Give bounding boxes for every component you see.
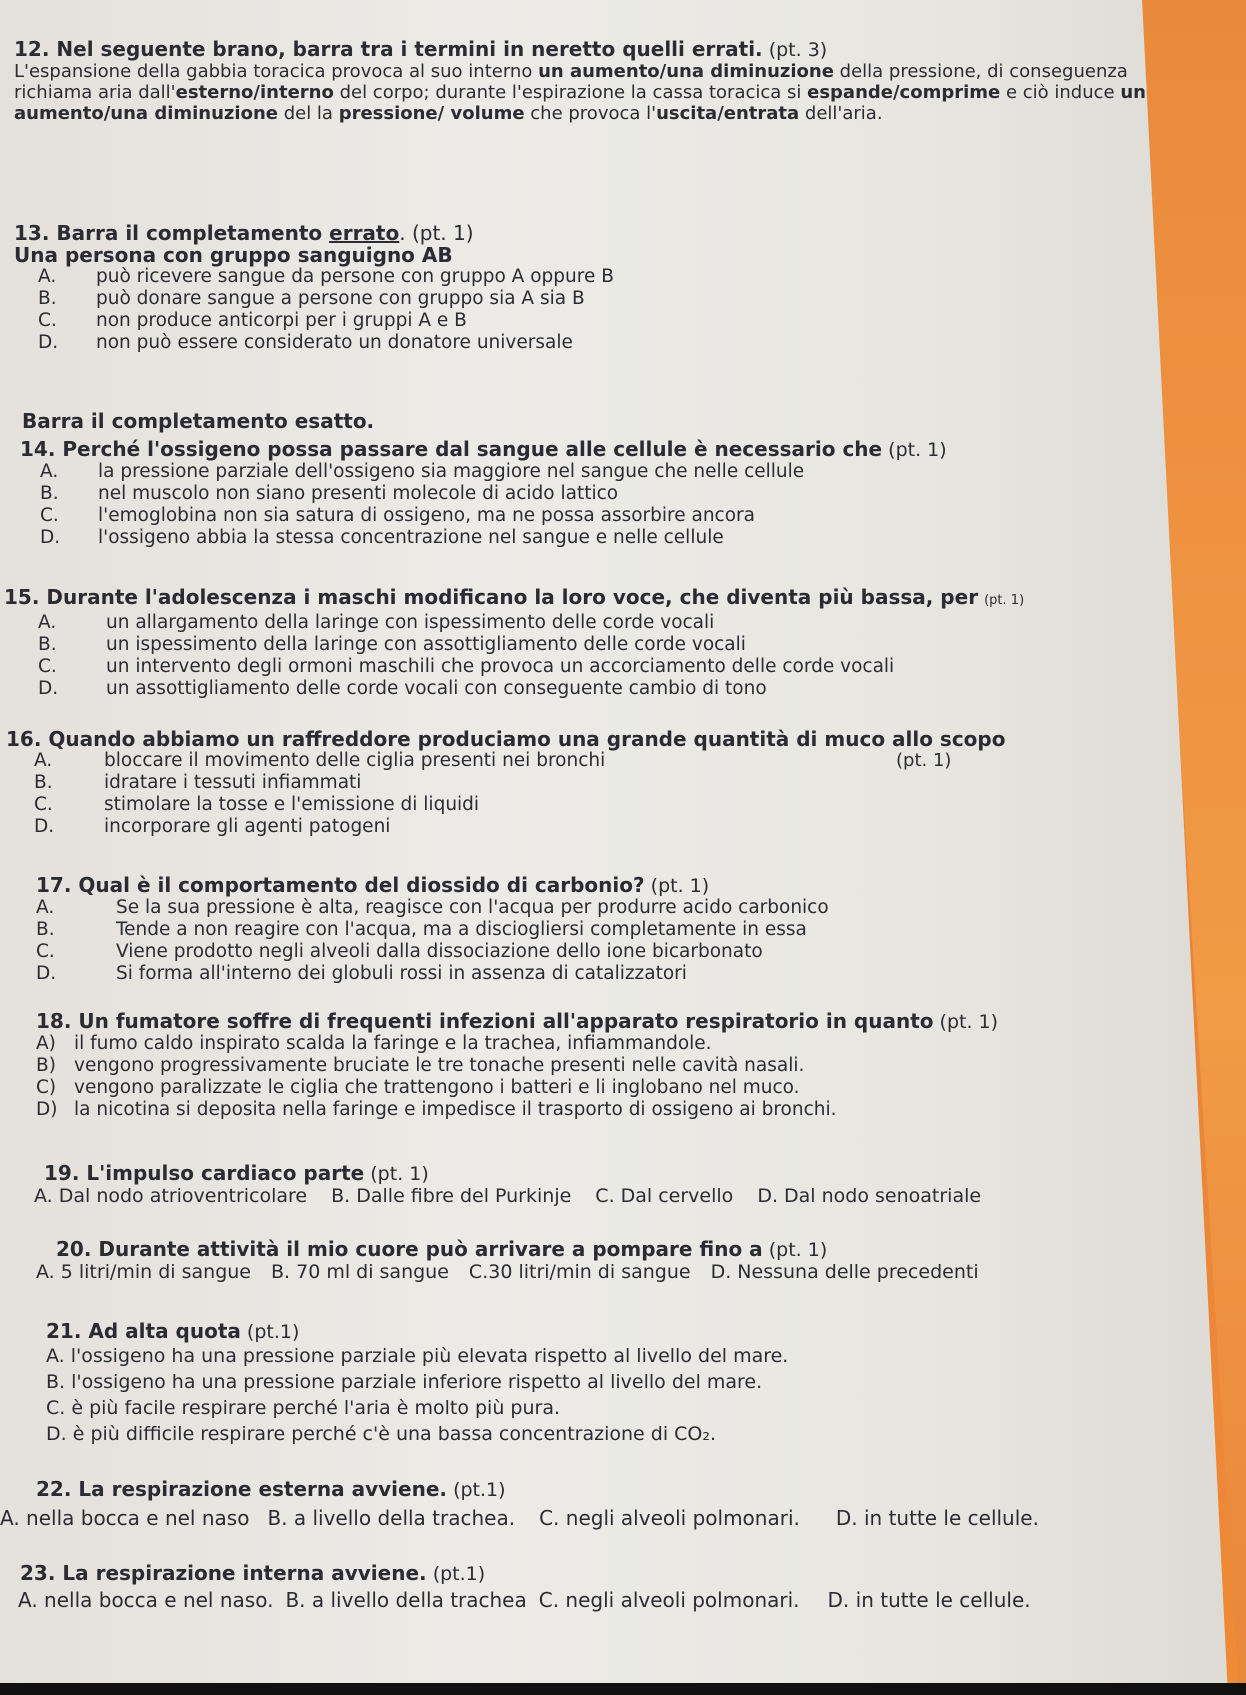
question-20	[36, 1237, 1198, 1283]
question-14-title: 14. Perché l'ossigeno possa passare dal sangue alle cellule è necessario che	[20, 437, 883, 461]
option-letter: C.	[34, 794, 53, 815]
question-12-points: (pt. 3)	[768, 39, 828, 61]
passage-text: dell'aria.	[799, 103, 883, 124]
option-a[interactable]	[36, 1033, 1198, 1055]
option-text: stimolare la tosse e l'emissione di liquidi	[104, 794, 480, 815]
option-c[interactable]: C. è più facile respirare perché l'aria è molto più pura.	[46, 1397, 561, 1419]
option-a[interactable]: A. 5 litri/min di sangue	[36, 1261, 251, 1283]
passage-text: della pressione, di conseguenza richiama aria dall'	[14, 61, 1128, 103]
question-13	[14, 222, 1198, 354]
option-letter: B)	[36, 1055, 56, 1076]
option-text: il fumo caldo inspirato scalda la faringe e la trachea, infiammandole.	[74, 1033, 712, 1054]
option-letter: C.	[40, 505, 59, 526]
passage-choice[interactable]: un aumento/una diminuzione	[14, 82, 1146, 124]
option-b[interactable]: B. Dalle fibre del Purkinje	[331, 1185, 572, 1207]
option-c[interactable]: C.30 litri/min di sangue	[468, 1261, 691, 1283]
option-b[interactable]	[38, 288, 1198, 310]
question-19	[34, 1161, 1198, 1207]
option-letter: D.	[38, 678, 59, 699]
option-letter: C.	[36, 941, 55, 962]
question-13-title: 13. Barra il completamento	[14, 221, 330, 245]
question-23-points: (pt.1)	[432, 1563, 486, 1585]
option-letter: D)	[36, 1099, 58, 1120]
option-text: l'ossigeno abbia la stessa concentrazione nel sangue e nelle cellule	[98, 527, 724, 548]
option-b[interactable]: B. a livello della trachea.	[267, 1506, 516, 1530]
option-d[interactable]	[36, 963, 1198, 985]
option-text: vengono progressivamente bruciate le tre tonache presenti nelle cavità nasali.	[74, 1055, 805, 1076]
option-text: un assottigliamento delle corde vocali con conseguente cambio di tono	[106, 678, 767, 699]
question-23-title: 23. La respirazione interna avviene.	[20, 1561, 427, 1585]
option-d[interactable]: D. Dal nodo senoatriale	[757, 1185, 982, 1207]
option-c[interactable]	[38, 310, 1198, 332]
option-text: la nicotina si deposita nella faringe e impedisce il trasporto di ossigeno ai bronchi.	[74, 1099, 837, 1120]
option-letter: C.	[38, 310, 57, 331]
question-13-points: . (pt. 1)	[399, 221, 474, 245]
question-18-points: (pt. 1)	[939, 1011, 999, 1033]
option-b[interactable]	[40, 483, 1198, 505]
option-a[interactable]: A. Dal nodo atrioventricolare	[34, 1185, 308, 1207]
option-a[interactable]	[36, 897, 1198, 919]
option-letter: B.	[38, 634, 57, 655]
option-d[interactable]: D. in tutte le cellule.	[835, 1506, 1039, 1530]
option-text: Se la sua pressione è alta, reagisce con l'acqua per produrre acido carbonico	[116, 897, 829, 918]
option-c[interactable]	[40, 505, 1198, 527]
question-18-title: 18. Un fumatore soffre di frequenti infezioni all'apparato respiratorio in quanto	[36, 1009, 934, 1033]
question-22-title: 22. La respirazione esterna avviene.	[36, 1477, 448, 1501]
option-text: la pressione parziale dell'ossigeno sia maggiore nel sangue che nelle cellule	[98, 461, 805, 482]
option-text: idratare i tessuti infiammati	[104, 772, 362, 793]
passage-text: del corpo; durante l'espirazione la cassa toracica si	[333, 82, 808, 103]
question-15-title: 15. Durante l'adolescenza i maschi modificano la loro voce, che diventa più bassa, per	[4, 585, 979, 609]
option-d[interactable]: D. è più difficile respirare perché c'è una bassa concentrazione di CO₂.	[46, 1423, 717, 1445]
option-letter: C.	[38, 656, 57, 677]
passage-text: del la	[277, 103, 339, 124]
question-17	[36, 874, 1198, 985]
question-20-points: (pt. 1)	[768, 1239, 828, 1261]
question-15-points: (pt. 1)	[984, 593, 1025, 608]
option-letter: D.	[36, 963, 57, 984]
option-b[interactable]: B. 70 ml di sangue	[271, 1261, 449, 1283]
option-a[interactable]: A. l'ossigeno ha una pressione parziale più elevata rispetto al livello del mare.	[46, 1345, 789, 1367]
option-c[interactable]: C. negli alveoli polmonari.	[538, 1588, 800, 1612]
option-text: non produce anticorpi per i gruppi A e B	[96, 310, 467, 331]
option-letter: C)	[36, 1077, 57, 1098]
question-21-title: 21. Ad alta quota	[46, 1319, 241, 1343]
option-letter: D.	[38, 332, 59, 353]
question-12-title: 12. Nel seguente brano, barra tra i termini in neretto quelli errati.	[14, 37, 763, 61]
passage-choice[interactable]: espande/comprime	[807, 82, 1001, 103]
option-letter: B.	[34, 772, 53, 793]
question-14	[20, 438, 1198, 549]
option-text: Viene prodotto negli alveoli dalla dissociazione dello ione bicarbonato	[116, 941, 763, 962]
question-18	[36, 1010, 1198, 1121]
question-16-points: (pt. 1)	[896, 750, 952, 771]
option-letter: B.	[38, 288, 57, 309]
option-b[interactable]	[34, 772, 968, 794]
option-c[interactable]	[36, 1077, 1198, 1099]
option-letter: A.	[34, 750, 53, 771]
option-a[interactable]	[40, 461, 1198, 483]
option-b[interactable]: B. l'ossigeno ha una pressione parziale inferiore rispetto al livello del mare.	[46, 1371, 763, 1393]
question-16	[6, 727, 1006, 838]
passage-choice[interactable]: pressione/ volume	[338, 103, 525, 124]
option-d[interactable]	[36, 1099, 1198, 1121]
option-text: nel muscolo non siano presenti molecole di acido lattico	[98, 483, 619, 504]
question-16-title: 16. Quando abbiamo un raffreddore produciamo una grande quantità di muco allo scopo	[6, 727, 1006, 751]
option-text: un intervento degli ormoni maschili che provoca un accorciamento delle corde vocali	[106, 656, 895, 677]
question-19-points: (pt. 1)	[370, 1163, 429, 1185]
question-12-passage	[14, 61, 1198, 124]
option-letter: A)	[36, 1033, 56, 1054]
passage-text: L'espansione della gabbia toracica provoca al suo interno	[14, 61, 539, 82]
question-19-title: 19. L'impulso cardiaco parte	[44, 1161, 365, 1185]
option-d[interactable]: D. in tutte le cellule.	[827, 1588, 1031, 1612]
option-text: un ispessimento della laringe con assottigliamento delle corde vocali	[106, 634, 746, 655]
question-13-title-underlined: errato	[329, 221, 400, 245]
option-text: vengono paralizzate le ciglia che trattengono i batteri e li inglobano nel muco.	[74, 1077, 800, 1098]
option-c[interactable]	[38, 656, 1198, 678]
option-letter: A.	[40, 461, 59, 482]
question-13-stem: Una persona con gruppo sanguigno AB	[14, 243, 453, 267]
question-15	[4, 586, 1198, 700]
question-21-points: (pt.1)	[246, 1321, 300, 1343]
question-17-title: 17. Qual è il comportamento del diossido di carbonio?	[36, 873, 645, 897]
question-22	[0, 1477, 1198, 1530]
passage-choice[interactable]: uscita/entrata	[656, 103, 800, 124]
option-letter: A.	[36, 897, 55, 918]
option-letter: D.	[40, 527, 61, 548]
option-b[interactable]	[38, 634, 1198, 656]
option-b[interactable]: B. a livello della trachea	[285, 1588, 527, 1612]
option-text: non può essere considerato un donatore universale	[96, 332, 573, 353]
passage-choice[interactable]: un aumento/una diminuzione	[538, 61, 834, 82]
option-d[interactable]: D. Nessuna delle precedenti	[710, 1261, 979, 1283]
option-a[interactable]	[34, 750, 968, 772]
option-d[interactable]	[34, 816, 968, 838]
option-b[interactable]	[36, 919, 1198, 941]
option-a[interactable]	[38, 266, 1198, 288]
option-text: incorporare gli agenti patogeni	[104, 816, 391, 837]
option-c[interactable]	[36, 941, 1198, 963]
option-b[interactable]	[36, 1055, 1198, 1077]
passage-choice[interactable]: esterno/interno	[175, 82, 334, 103]
question-21	[46, 1320, 1198, 1447]
option-text: bloccare il movimento delle ciglia presenti nei bronchi	[104, 750, 606, 771]
option-d[interactable]	[38, 678, 1198, 700]
question-12	[14, 38, 1198, 124]
option-letter: A.	[38, 612, 57, 633]
passage-text: che provoca l'	[524, 103, 657, 124]
question-14-points: (pt. 1)	[888, 439, 947, 461]
option-text: un allargamento della laringe con ispessimento delle corde vocali	[106, 612, 715, 633]
option-a[interactable]: A. nella bocca e nel naso	[0, 1506, 250, 1530]
option-text: può ricevere sangue da persone con gruppo A oppure B	[96, 266, 614, 287]
option-text: l'emoglobina non sia satura di ossigeno, ma ne possa assorbire ancora	[98, 505, 755, 526]
option-text: può donare sangue a persone con gruppo sia A sia B	[96, 288, 585, 309]
passage-text: e ciò induce	[1000, 82, 1121, 103]
question-20-title: 20. Durante attività il mio cuore può arrivare a pompare fino a	[56, 1237, 763, 1261]
option-letter: D.	[34, 816, 55, 837]
option-d[interactable]	[40, 527, 1198, 549]
option-text: Tende a non reagire con l'acqua, ma a disciogliersi completamente in essa	[116, 919, 807, 940]
option-letter: B.	[40, 483, 59, 504]
option-letter: B.	[36, 919, 55, 940]
option-a[interactable]	[38, 612, 1198, 634]
question-22-points: (pt.1)	[453, 1479, 506, 1501]
question-23	[20, 1562, 1198, 1611]
section-instruction: Barra il completamento esatto.	[22, 409, 375, 433]
option-a[interactable]: A. nella bocca e nel naso.	[18, 1588, 274, 1612]
option-c[interactable]: C. Dal cervello	[595, 1185, 734, 1207]
option-text: Si forma all'interno dei globuli rossi in assenza di catalizzatori	[116, 963, 687, 984]
option-c[interactable]	[34, 794, 968, 816]
option-letter: A.	[38, 266, 57, 287]
option-d[interactable]	[38, 332, 1198, 354]
question-17-points: (pt. 1)	[650, 875, 710, 897]
option-c[interactable]: C. negli alveoli polmonari.	[539, 1506, 800, 1530]
